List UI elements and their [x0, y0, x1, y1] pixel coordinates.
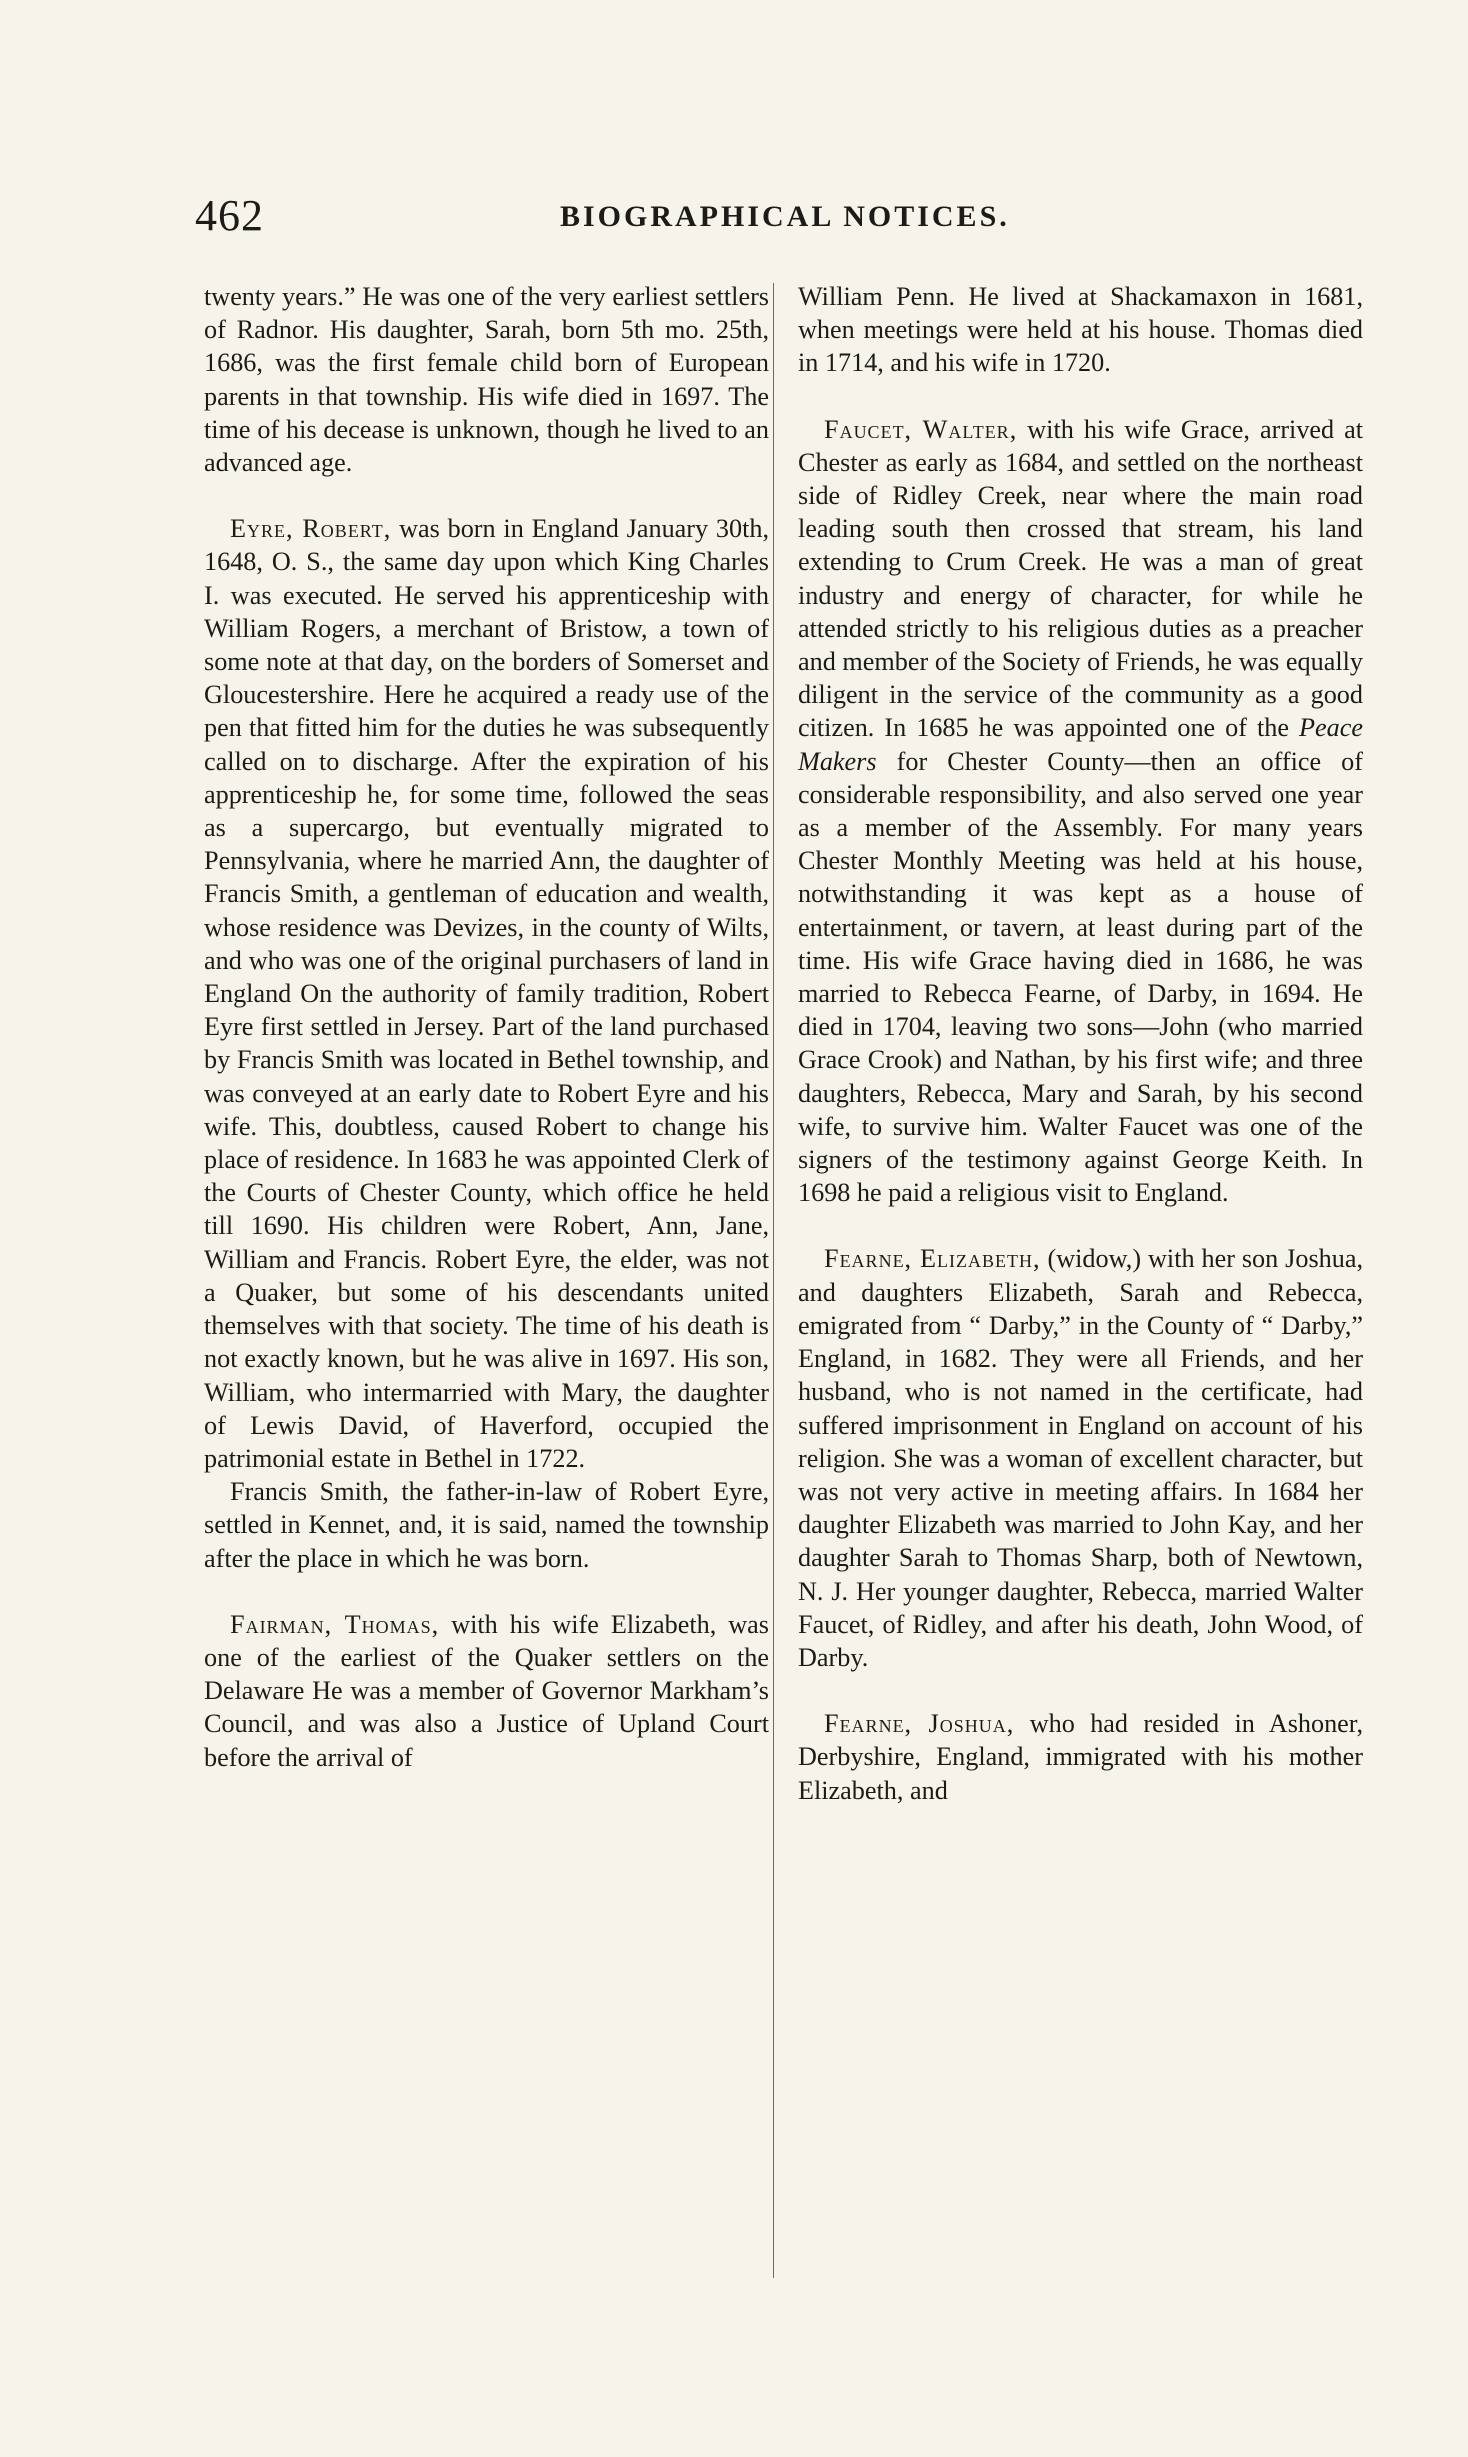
- entry-text: for Chester County—then an office of considerable responsibility, and also served one year as a member of the Assembly. For many years Chester Monthly Meeting was held at his house, notwithstanding it was kept as a house of entertainment, or tavern, at least during part of the time. His wife Grace having died in 1686, he was married to Rebecca Fearne, of Darby, in 1694. He died in 1704, leaving two sons—John (who married Grace Crook) and Nathan, by his first wife; and three daughters, Rebecca, Mary and Sarah, by his second wife, to survive him. Walter Faucet was one of the signers of the testimony against George Keith. In 1698 he paid a religious visit to England.: [798, 746, 1364, 1208]
- entry-fairman-thomas: [204, 1608, 769, 1774]
- entry-name: Fearne, Joshua,: [824, 1709, 1015, 1739]
- entry-fearne-joshua: [798, 1707, 1363, 1807]
- entry-text: with his wife Elizabeth, was one of the earliest of the Quaker settlers on the Delaware He was a member of Governor Markham’s Council, and was also a Justice of Upland Court before the arrival of: [204, 1609, 769, 1772]
- running-title: BIOGRAPHICAL NOTICES.: [560, 200, 1010, 233]
- entry-text: who had resided in Ashoner, Derbyshire, England, immigrated with his mother Elizabeth, and: [798, 1709, 1364, 1805]
- entry-fearne-elizabeth: [798, 1242, 1363, 1674]
- entry-faucet-walter: [798, 413, 1363, 1210]
- entry-text: (widow,) with her son Joshua, and daughters Elizabeth, Sarah and Rebecca, emigrated from “ Darby,” in the County of “ Darby,” England, in 1682. They were all Friends, and her husband, who is not named in the certificate, had suffered imprisonment in England on account of his religion. She was a woman of excellent character, but was not very active in meeting affairs. In 1684 her daughter Elizabeth was married to John Kay, and her daughter Sarah to Thomas Sharp, both of Newtown, N. J. Her younger daughter, Rebecca, married Walter Faucet, of Ridley, and after his death, John Wood, of Darby.: [798, 1244, 1363, 1672]
- entry-eyre-robert: [204, 512, 769, 1475]
- column-divider: [773, 283, 774, 2278]
- radnor-continuation: twenty years.” He was one of the very earliest settlers of Radnor. His daughter, Sarah, born 5th mo. 25th, 1686, was the first female child born of European parents in that township. His wife died in 1697. The time of his decease is unknown, though he lived to an advanced age.: [204, 282, 769, 478]
- entry-text: with his wife Grace, arrived at Chester as early as 1684, and settled on the northeast side of Ridley Creek, near where the main road leading south then crossed that stream, his land extending to Crum Creek. He was a man of great industry and energy of character, for while he attended strictly to his religious duties as a preacher and member of the Society of Friends, he was equally diligent in the service of the community as a good citizen. In 1685 he was appointed one of the: [798, 414, 1364, 743]
- left-column: [204, 280, 769, 1774]
- page-number: 462: [195, 191, 264, 240]
- entry-name: Fairman, Thomas,: [230, 1609, 440, 1639]
- fairman-continuation: William Penn. He lived at Shackamaxon in 1681, when meetings were held at his house. Thomas died in 1714, and his wife in 1720.: [798, 282, 1363, 378]
- entry-name: Fearne, Elizabeth,: [824, 1244, 1041, 1274]
- entry-smith-note: Francis Smith, the father-in-law of Robert Eyre, settled in Kennet, and, it is said, named the township after the place in which he was born.: [204, 1477, 769, 1573]
- right-column: [798, 280, 1363, 1807]
- entry-text: was born in England January 30th, 1648, O. S., the same day upon which King Charles I. was executed. He served his apprenticeship with William Rogers, a merchant of Bristow, a town of some note at that day, on the borders of Somerset and Gloucestershire. Here he acquired a ready use of the pen that fitted him for the duties he was subsequently called on to discharge. After the expiration of his apprenticeship he, for some time, followed the seas as a supercargo, but eventually migrated to Pennsylvania, where he married Ann, the daughter of Francis Smith, a gentleman of education and wealth, whose residence was Devizes, in the county of Wilts, and who was one of the original purchasers of land in England On the authority of family tradition, Robert Eyre first settled in Jersey. Part of the land purchased by Francis Smith was located in Bethel township, and was conveyed at an early date to Robert Eyre and his wife. This, doubtless, caused Robert to change his place of residence. In 1683 he was appointed Clerk of the Courts of Chester County, which office he held till 1690. His children were Robert, Ann, Jane, William and Francis. Robert Eyre, the elder, was not a Quaker, but some of his descendants united themselves with that society. The time of his death is not exactly known, but he was alive in 1697. His son, William, who intermarried with Mary, the daughter of Lewis David, of Haverford, occupied the patrimonial estate in Bethel in 1722.: [204, 514, 770, 1473]
- entry-name: Eyre, Robert,: [230, 514, 392, 544]
- entry-name: Faucet, Walter,: [824, 414, 1018, 444]
- entry-italic-term: Peace Makers: [798, 713, 1364, 776]
